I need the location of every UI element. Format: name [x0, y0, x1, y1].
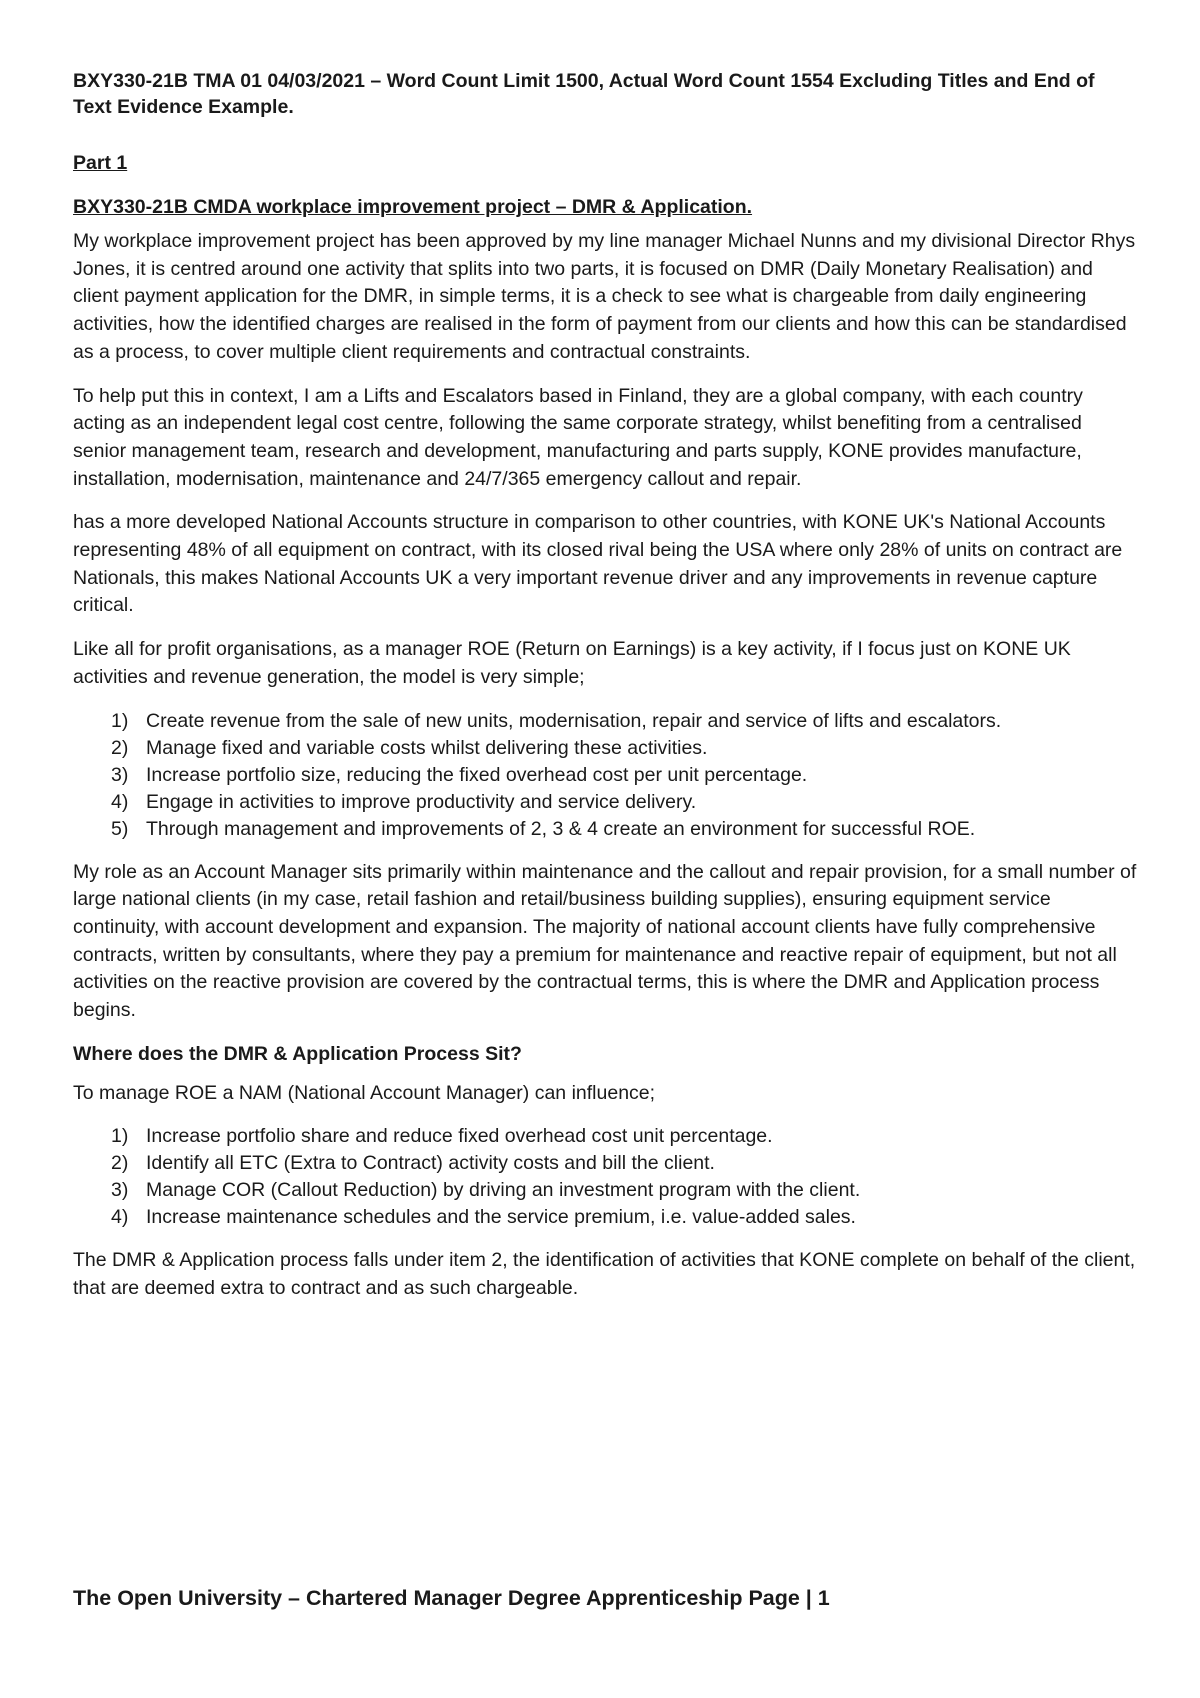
list-item-text: Through management and improvements of 2, 3 & 4 create an environment for successful ROE. — [146, 817, 976, 840]
list-item-number: 4) — [111, 1206, 129, 1229]
list-item-number: 5) — [111, 817, 129, 840]
list-item-text: Engage in activities to improve productivity and service delivery. — [146, 790, 697, 813]
list-item-text: Create revenue from the sale of new units, modernisation, repair and service of lifts and escalators. — [146, 709, 1002, 732]
list-item-number: 3) — [111, 763, 129, 786]
list-item-text: Increase portfolio size, reducing the fixed overhead cost per unit percentage. — [146, 763, 808, 786]
section-subheading: Where does the DMR & Application Process Sit? — [73, 1042, 522, 1065]
paragraph-dmr-process: The DMR & Application process falls under item 2, the identification of activities that KONE complete on behalf of the client, that are deemed extra to contract and as such chargeable. — [73, 1249, 1136, 1300]
list-item — [111, 708, 1138, 735]
document-title: BXY330-21B TMA 01 04/03/2021 – Word Count Limit 1500, Actual Word Count 1554 Excluding Titles and End of Text Evidence Example. — [73, 70, 1095, 118]
list-item — [111, 1177, 1138, 1204]
list-item — [111, 789, 1138, 816]
list-item-number: 4) — [111, 790, 129, 813]
list-item-text: Identify all ETC (Extra to Contract) activity costs and bill the client. — [146, 1152, 715, 1175]
list-item-number: 1) — [111, 1125, 129, 1148]
document-page — [73, 68, 1138, 1319]
list-item — [111, 1123, 1138, 1150]
list-item-number: 3) — [111, 1179, 129, 1202]
project-heading: BXY330-21B CMDA workplace improvement project – DMR & Application. — [73, 196, 753, 218]
paragraph-account-manager-role: My role as an Account Manager sits primarily within maintenance and the callout and repair provision, for a small number of large national clients (in my case, retail fashion and retail/business building supplies), ensuring equipment service continuity, with account development and expansion. The majority of national account clients have fully comprehensive contracts, written by consultants, where they pay a premium for maintenance and reactive repair of equipment, but not all activities on the reactive provision are covered by the contractual terms, this is where the DMR and Application process begins. — [73, 860, 1137, 1022]
list-item — [111, 762, 1138, 789]
list-item — [111, 1204, 1138, 1231]
paragraph-project-overview: My workplace improvement project has been approved by my line manager Michael Nunns and my divisional Director Rhys Jones, it is centred around one activity that splits into two parts, it is focused on DMR (Daily Monetary Realisation) and client payment application for the DMR, in simple terms, it is a check to see what is chargeable from daily engineering activities, how the identified charges are realised in the form of payment from our clients and how this can be standardised as a process, to cover multiple client requirements and contractual constraints. — [73, 230, 1136, 363]
nam-influence-list — [73, 1123, 1138, 1231]
page-footer: The Open University – Chartered Manager Degree Apprenticeship Page | 1 — [73, 1586, 830, 1610]
list-item — [111, 816, 1138, 843]
list-item-number: 2) — [111, 1152, 129, 1175]
list-item-number: 2) — [111, 736, 129, 759]
list-item-text: Increase portfolio share and reduce fixed overhead cost unit percentage. — [146, 1125, 773, 1148]
list-item-text: Manage fixed and variable costs whilst delivering these activities. — [146, 736, 708, 759]
roe-model-list — [73, 708, 1138, 843]
paragraph-nam-influence: To manage ROE a NAM (National Account Manager) can influence; — [73, 1081, 656, 1104]
paragraph-company-context: To help put this in context, I am a Lifts and Escalators based in Finland, they are a global company, with each country acting as an independent legal cost centre, following the same corporate strategy, whilst benefiting from a centralised senior management team, research and development, manufacturing and parts supply, KONE provides manufacture, installation, modernisation, maintenance and 24/7/365 emergency callout and repair. — [73, 384, 1083, 490]
list-item — [111, 1150, 1138, 1177]
list-item-number: 1) — [111, 709, 129, 732]
list-item-text: Manage COR (Callout Reduction) by driving an investment program with the client. — [146, 1179, 861, 1202]
part-heading: Part 1 — [73, 152, 128, 174]
paragraph-roe-model: Like all for profit organisations, as a manager ROE (Return on Earnings) is a key activity, if I focus just on KONE UK activities and revenue generation, the model is very simple; — [73, 638, 1071, 688]
paragraph-national-accounts: has a more developed National Accounts structure in comparison to other countries, with KONE UK's National Accounts representing 48% of all equipment on contract, with its closed rival being the USA where only 28% of units on contract are Nationals, this makes National Accounts UK a very important revenue driver and any improvements in revenue capture critical. — [73, 511, 1123, 617]
list-item — [111, 735, 1138, 762]
list-item-text: Increase maintenance schedules and the service premium, i.e. value-added sales. — [146, 1206, 856, 1229]
